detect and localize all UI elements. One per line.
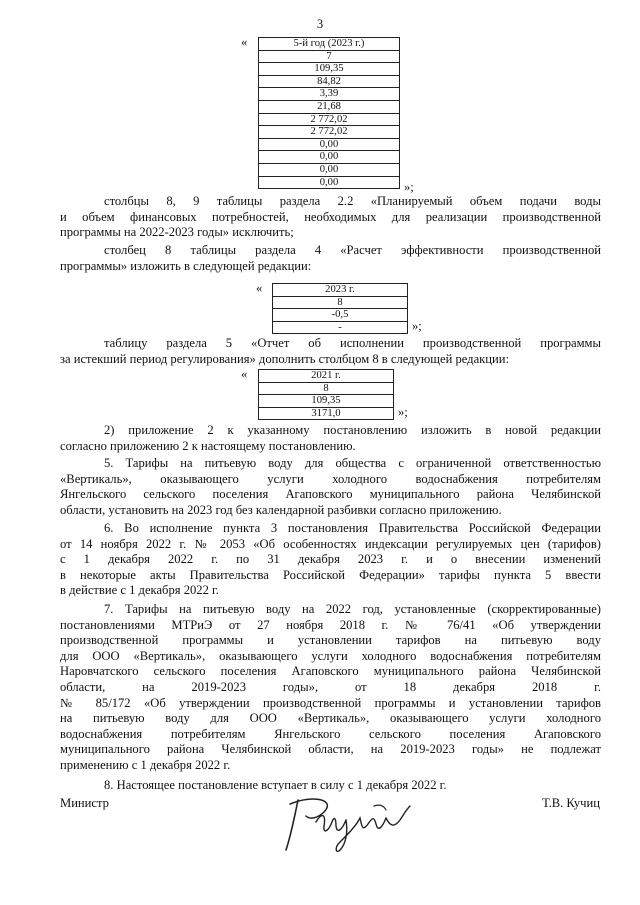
- table-cell: -0,5: [273, 309, 408, 322]
- paragraph-columns-exclude: [60, 194, 601, 241]
- table-row: [259, 382, 394, 395]
- table-row: [259, 88, 400, 101]
- page-number: 3: [316, 17, 324, 31]
- text-line: применению с 1 декабря 2022 г.: [60, 757, 231, 772]
- paragraph-column-efficiency: [60, 243, 601, 274]
- table-row: [259, 75, 400, 88]
- text-line: 5. Тарифы на питьевую воду для общества с ограниченной ответственностью: [104, 456, 601, 470]
- table-row: [259, 151, 400, 164]
- text-line: с 1 декабря 2022 г. по 31 декабря 2023 г. и о внесении изменений: [60, 552, 601, 567]
- table-efficiency-2023: [272, 283, 408, 334]
- text-line: программы на 2022-2023 годы» исключить;: [60, 225, 294, 240]
- table-cell: 3,39: [259, 88, 400, 101]
- text-line: столбцы 8, 9 таблицы раздела 2.2 «Планируемый объем подачи воды: [104, 194, 601, 208]
- table-row: [259, 100, 400, 113]
- text-line: № 85/172 «Об утверждении производственной программы и установлении тарифов: [60, 695, 601, 710]
- table-row: [259, 38, 400, 51]
- table-header-cell: 2023 г.: [273, 284, 408, 297]
- paragraph-item-5: [60, 456, 601, 518]
- paragraph-item-7: [60, 602, 601, 774]
- table1-close: »;: [404, 180, 414, 194]
- table-5th-year: [258, 37, 400, 189]
- table-row: [259, 126, 400, 139]
- text-line: Янгельского сельского поселения Агаповского муниципального района Челябинской: [60, 487, 601, 502]
- table-cell: 7: [259, 50, 400, 63]
- table-cell: 0,00: [259, 138, 400, 151]
- handwritten-signature: [276, 792, 446, 854]
- table-cell: 8: [273, 296, 408, 309]
- table-cell: 2 772,02: [259, 113, 400, 126]
- text-line: «Вертикаль», оказывающего услуги холодного водоснабжения потребителям: [60, 471, 601, 486]
- text-line: области, установить на 2023 год без календарной разбивки согласно приложению.: [60, 502, 502, 517]
- table3-open-quote: «: [241, 367, 248, 381]
- table-cell: 2 772,02: [259, 126, 400, 139]
- text-line: 2) приложение 2 к указанному постановлению изложить в новой редакции: [104, 423, 601, 437]
- text-line: столбец 8 таблицы раздела 4 «Расчет эффективности производственной: [104, 243, 601, 257]
- text-line: муниципального района Челябинской области, на 2019-2023 годы» не подлежат: [60, 742, 601, 757]
- text-line: и объем финансовых потребностей, необходимых для реализации производственной: [60, 209, 601, 224]
- table-row: [259, 50, 400, 63]
- text-line: за истекший период регулирования» дополнить столбцом 8 в следующей редакции:: [60, 351, 510, 366]
- paragraph-item-6: [60, 521, 601, 599]
- text-line: программы» изложить в следующей редакции:: [60, 258, 312, 273]
- text-line: Наровчатского сельского поселения Агаповского муниципального района Челябинской: [60, 664, 601, 679]
- text-line: 7. Тарифы на питьевую воду на 2022 год, установленные (скорректированные): [104, 602, 601, 616]
- table-header-cell: 2021 г.: [259, 370, 394, 383]
- text-line: постановлениями МТРиЭ от 27 ноября 2018 г. № 76/41 «Об утверждении: [60, 617, 601, 632]
- text-line: области, на 2019-2023 годы», от 18 декабря 2018 г.: [60, 679, 601, 694]
- text-line: водоснабжения потребителям Янгельского сельского поселения Агаповского: [60, 726, 601, 741]
- table-row: [273, 296, 408, 309]
- table-cell: 0,00: [259, 176, 400, 189]
- table-cell: 3171,0: [259, 407, 394, 420]
- text-line: на питьевую воду для ООО «Вертикаль», оказывающего услуги холодного: [60, 711, 601, 726]
- text-line: в некоторые акты Правительства Российской Федерации» тарифы пункта 5 ввести: [60, 567, 601, 582]
- table-cell: 109,35: [259, 395, 394, 408]
- table-cell: 84,82: [259, 75, 400, 88]
- signatory-name: Т.В. Кучиц: [542, 796, 600, 810]
- table-row: [259, 407, 394, 420]
- text-line: от 14 ноября 2022 г. № 2053 «Об особенностях индексации регулируемых цен (тарифов): [60, 536, 601, 551]
- table-row: [259, 395, 394, 408]
- table-cell: 109,35: [259, 63, 400, 76]
- text-line: в действие с 1 декабря 2022 г.: [60, 583, 219, 598]
- text-line: для ООО «Вертикаль», оказывающего услуги холодного водоснабжения потребителям: [60, 648, 601, 663]
- paragraph-report-table: [60, 336, 601, 367]
- text-line: 6. Во исполнение пункта 3 постановления Правительства Российской Федерации: [104, 521, 601, 535]
- signatory-position: Министр: [60, 796, 109, 810]
- table-row: [259, 176, 400, 189]
- table-cell: 0,00: [259, 163, 400, 176]
- table-cell: -: [273, 321, 408, 334]
- table-row: [273, 321, 408, 334]
- table-row: [259, 163, 400, 176]
- paragraph-appendix2: [60, 423, 601, 454]
- table2-close: »;: [412, 319, 422, 333]
- table-report-2021: [258, 369, 394, 420]
- table-cell: 0,00: [259, 151, 400, 164]
- table-cell: 8: [259, 382, 394, 395]
- table-row: [273, 309, 408, 322]
- text-line: производственной программы и установлении тарифов на питьевую воду: [60, 633, 601, 648]
- table-row: [259, 113, 400, 126]
- table3-close: »;: [398, 405, 408, 419]
- table-row: [259, 63, 400, 76]
- text-line: 8. Настоящее постановление вступает в силу с 1 декабря 2022 г.: [104, 778, 447, 792]
- text-line: согласно приложению 2 к настоящему постановлению.: [60, 438, 356, 453]
- table-cell: 21,68: [259, 100, 400, 113]
- table-row: [259, 370, 394, 383]
- table-header-cell: 5-й год (2023 г.): [259, 38, 400, 51]
- table-row: [273, 284, 408, 297]
- table2-open-quote: «: [256, 281, 263, 295]
- table-row: [259, 138, 400, 151]
- table1-open-quote: «: [241, 35, 248, 49]
- text-line: таблицу раздела 5 «Отчет об исполнении производственной программы: [104, 336, 601, 350]
